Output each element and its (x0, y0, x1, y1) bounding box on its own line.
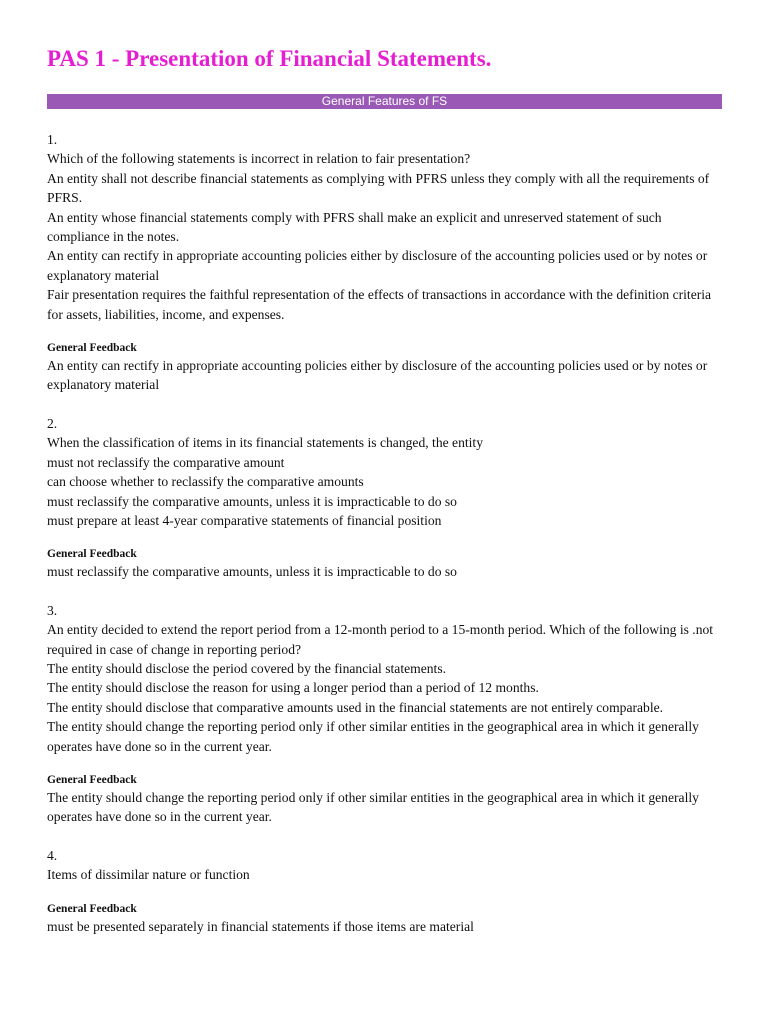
feedback-text: The entity should change the reporting period only if other similar entities in the geographical area in which it generally operates have done so in the current year. (47, 789, 699, 825)
feedback-heading: General Feedback (47, 902, 137, 915)
answer-option: The entity should change the reporting period only if other similar entities in the geographical area in which it generally operates have done so in the current year. (47, 719, 699, 754)
answer-option: must not reclassify the comparative amount (47, 454, 285, 470)
question-item (47, 846, 723, 936)
document-page (47, 44, 723, 936)
answer-option: Fair presentation requires the faithful representation of the effects of transactions in accordance with the definition criteria for assets, liabilities, income, and expenses. (47, 287, 712, 322)
feedback-text: An entity can rectify in appropriate accounting policies either by disclosure of the accounting policies used or by notes or explanatory material (47, 358, 708, 393)
question-number: 2. (47, 415, 58, 431)
answer-option: An entity whose financial statements comply with PFRS shall make an explicit and unreserved statement of such compliance in the notes. (47, 209, 662, 245)
answer-option: must reclassify the comparative amounts, unless it is impracticable to do so (47, 493, 457, 509)
question-item (47, 601, 723, 827)
feedback-text: must be presented separately in financial statements if those items are material (47, 918, 474, 934)
feedback-text: must reclassify the comparative amounts, unless it is impracticable to do so (47, 564, 457, 580)
answer-option: can choose whether to reclassify the comparative amounts (47, 474, 364, 490)
question-stem: When the classification of items in its financial statements is changed, the entity (47, 435, 484, 451)
section-header-band: General Features of FS (47, 94, 722, 109)
answer-option: The entity should disclose the reason for using a longer period than a period of 12 months. (47, 680, 539, 696)
question-stem: An entity decided to extend the report period from a 12-month period to a 15-month period. Which of the following is .not required in case of change in reporting period? (47, 622, 714, 657)
feedback-heading: General Feedback (47, 548, 137, 561)
question-number: 3. (47, 602, 58, 618)
feedback-heading: General Feedback (47, 773, 137, 786)
question-list (47, 130, 723, 936)
question-number: 4. (47, 847, 58, 863)
answer-option: The entity should disclose that comparative amounts used in the financial statements are not entirely comparable. (47, 699, 664, 715)
question-item (47, 130, 723, 395)
answer-option: The entity should disclose the period covered by the financial statements. (47, 660, 447, 676)
question-stem: Items of dissimilar nature or function (47, 867, 250, 883)
question-stem: Which of the following statements is incorrect in relation to fair presentation? (47, 151, 471, 167)
answer-option: An entity can rectify in appropriate accounting policies either by disclosure of the accounting policies used or by notes or explanatory material (47, 248, 708, 283)
question-number: 1. (47, 132, 58, 147)
page-title: PAS 1 - Presentation of Financial Statements. (47, 46, 492, 71)
answer-option: must prepare at least 4-year comparative statements of financial position (47, 512, 442, 528)
question-item (47, 414, 723, 582)
answer-option: An entity shall not describe financial statements as complying with PFRS unless they comply with all the requirements of PFRS. (47, 170, 710, 206)
feedback-heading: General Feedback (47, 342, 137, 355)
